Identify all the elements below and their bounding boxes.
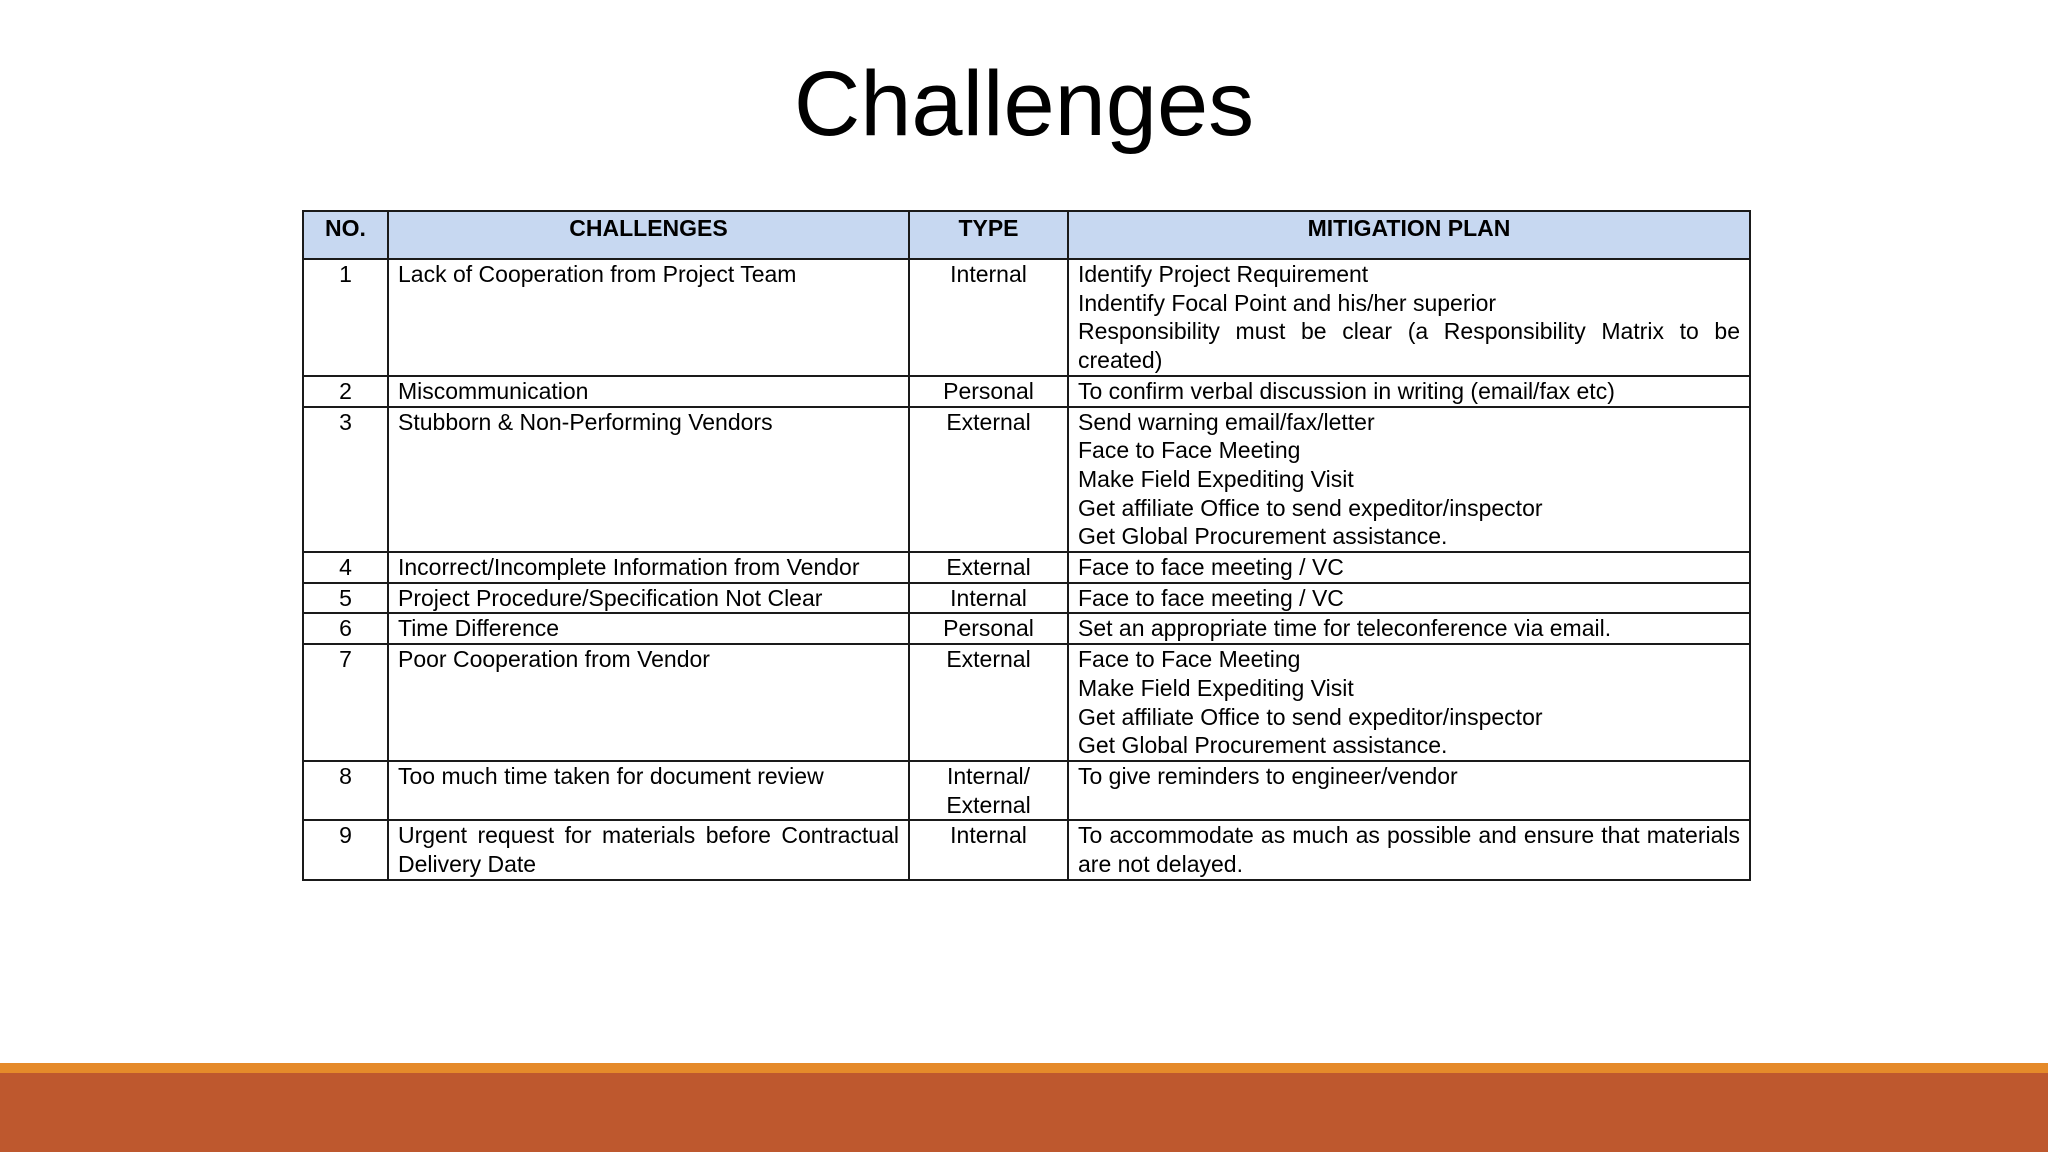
type-text: Personal bbox=[943, 615, 1034, 642]
row-number: 2 bbox=[303, 376, 388, 407]
header-type: TYPE bbox=[909, 211, 1068, 259]
mitigation-cell bbox=[1068, 644, 1750, 761]
table-row bbox=[303, 376, 1750, 407]
mitigation-line: Responsibility must be clear (a Responsibility Matrix to be created) bbox=[1078, 318, 1740, 374]
type-cell bbox=[909, 552, 1068, 583]
row-number: 4 bbox=[303, 552, 388, 583]
mitigation-line: Indentify Focal Point and his/her superior bbox=[1078, 289, 1497, 316]
mitigation-cell bbox=[1068, 552, 1750, 583]
challenge-text: Miscommunication bbox=[398, 377, 589, 404]
challenge-text: Lack of Cooperation from Project Team bbox=[398, 261, 797, 287]
row-number: 6 bbox=[303, 613, 388, 644]
type-text: External bbox=[946, 554, 1031, 581]
mitigation-cell bbox=[1068, 613, 1750, 644]
challenge-cell bbox=[388, 820, 909, 879]
challenge-cell bbox=[388, 644, 909, 761]
mitigation-line: Face to face meeting / VC bbox=[1078, 554, 1344, 581]
type-text: External bbox=[946, 408, 1031, 435]
mitigation-line: Get affiliate Office to send expeditor/inspector bbox=[1078, 703, 1543, 730]
row-number: 7 bbox=[303, 644, 388, 761]
challenge-text: Incorrect/Incomplete Information from Vendor bbox=[398, 554, 860, 581]
challenge-text: Poor Cooperation from Vendor bbox=[398, 646, 710, 673]
table-header-row bbox=[303, 211, 1750, 259]
type-cell bbox=[909, 259, 1068, 376]
challenge-cell bbox=[388, 552, 909, 583]
challenge-text: Time Difference bbox=[398, 615, 560, 642]
mitigation-cell bbox=[1068, 376, 1750, 407]
challenge-cell bbox=[388, 407, 909, 553]
challenge-text: Too much time taken for document review bbox=[398, 762, 824, 789]
mitigation-line: Get Global Procurement assistance. bbox=[1078, 732, 1448, 759]
mitigation-line: Face to face meeting / VC bbox=[1078, 584, 1344, 611]
mitigation-line: Face to Face Meeting bbox=[1078, 646, 1301, 673]
header-mitigation-plan: MITIGATION PLAN bbox=[1068, 211, 1750, 259]
type-cell bbox=[909, 761, 1068, 820]
challenge-text: Urgent request for materials before Contractual Delivery Date bbox=[398, 822, 899, 878]
mitigation-cell bbox=[1068, 761, 1750, 820]
challenge-text: Project Procedure/Specification Not Clear bbox=[398, 584, 823, 611]
row-number: 8 bbox=[303, 761, 388, 820]
row-number: 5 bbox=[303, 583, 388, 614]
footer-band bbox=[0, 1073, 2048, 1152]
type-text: Internal bbox=[950, 584, 1027, 611]
row-number: 3 bbox=[303, 407, 388, 553]
type-cell bbox=[909, 644, 1068, 761]
table-row bbox=[303, 644, 1750, 761]
table-body bbox=[303, 259, 1750, 880]
mitigation-line: Set an appropriate time for teleconference via email. bbox=[1078, 615, 1612, 642]
mitigation-line: Face to Face Meeting bbox=[1078, 437, 1301, 464]
challenges-table bbox=[302, 210, 1751, 881]
mitigation-cell bbox=[1068, 583, 1750, 614]
table-row bbox=[303, 407, 1750, 553]
type-text: External bbox=[946, 646, 1031, 673]
type-text: Internal bbox=[950, 261, 1027, 287]
table-row bbox=[303, 552, 1750, 583]
mitigation-line: To confirm verbal discussion in writing (email/fax etc) bbox=[1078, 377, 1615, 404]
footer-stripe bbox=[0, 1063, 2048, 1073]
mitigation-line: To give reminders to engineer/vendor bbox=[1078, 762, 1458, 789]
mitigation-line: Identify Project Requirement bbox=[1078, 261, 1369, 287]
type-text: Personal bbox=[943, 377, 1034, 404]
challenge-text: Stubborn & Non-Performing Vendors bbox=[398, 408, 773, 435]
mitigation-line: Send warning email/fax/letter bbox=[1078, 408, 1375, 435]
header-no: NO. bbox=[303, 211, 388, 259]
challenge-cell bbox=[388, 376, 909, 407]
mitigation-line: Make Field Expediting Visit bbox=[1078, 674, 1354, 701]
type-text: Internal/ bbox=[946, 762, 1031, 789]
mitigation-cell bbox=[1068, 407, 1750, 553]
type-text: Internal bbox=[950, 822, 1027, 849]
challenge-cell bbox=[388, 761, 909, 820]
type-cell bbox=[909, 376, 1068, 407]
slide-title: Challenges bbox=[793, 53, 1255, 155]
mitigation-cell bbox=[1068, 259, 1750, 376]
type-cell bbox=[909, 583, 1068, 614]
row-number: 9 bbox=[303, 820, 388, 879]
challenge-cell bbox=[388, 583, 909, 614]
table-row bbox=[303, 259, 1750, 376]
mitigation-line: Get affiliate Office to send expeditor/inspector bbox=[1078, 494, 1543, 521]
mitigation-line: Make Field Expediting Visit bbox=[1078, 465, 1354, 492]
mitigation-cell bbox=[1068, 820, 1750, 879]
mitigation-line: To accommodate as much as possible and ensure that materials are not delayed. bbox=[1078, 822, 1740, 878]
header-challenges: CHALLENGES bbox=[388, 211, 909, 259]
type-cell bbox=[909, 407, 1068, 553]
table-row bbox=[303, 613, 1750, 644]
type-cell bbox=[909, 820, 1068, 879]
type-text: External bbox=[946, 791, 1031, 818]
challenge-cell bbox=[388, 259, 909, 376]
row-number: 1 bbox=[303, 259, 388, 376]
mitigation-line: Get Global Procurement assistance. bbox=[1078, 523, 1448, 550]
table-row bbox=[303, 583, 1750, 614]
challenge-cell bbox=[388, 613, 909, 644]
table-row bbox=[303, 820, 1750, 879]
type-cell bbox=[909, 613, 1068, 644]
table-row bbox=[303, 761, 1750, 820]
